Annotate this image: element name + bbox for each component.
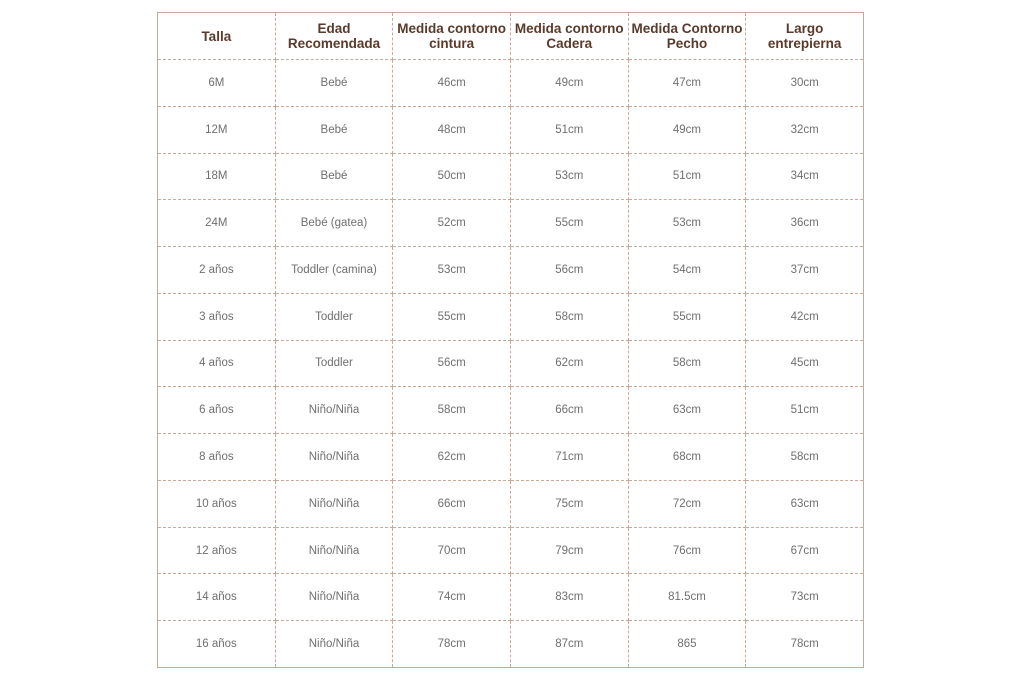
cell-cintura: 52cm bbox=[393, 200, 511, 247]
table-row bbox=[158, 247, 864, 294]
cell-cadera: 49cm bbox=[510, 60, 628, 107]
table-body bbox=[158, 60, 864, 668]
cell-edad: Bebé bbox=[275, 153, 393, 200]
cell-pecho: 865 bbox=[628, 621, 746, 668]
cell-pecho: 63cm bbox=[628, 387, 746, 434]
header-line: Edad bbox=[317, 21, 351, 36]
cell-entrepierna: 32cm bbox=[746, 106, 864, 153]
cell-cadera: 83cm bbox=[510, 574, 628, 621]
table-row bbox=[158, 574, 864, 621]
cell-edad: Niño/Niña bbox=[275, 621, 393, 668]
cell-edad: Niño/Niña bbox=[275, 480, 393, 527]
cell-cintura: 62cm bbox=[393, 434, 511, 481]
cell-talla: 16 años bbox=[158, 621, 276, 668]
cell-cadera: 87cm bbox=[510, 621, 628, 668]
cell-entrepierna: 51cm bbox=[746, 387, 864, 434]
cell-cintura: 58cm bbox=[393, 387, 511, 434]
cell-cintura: 66cm bbox=[393, 480, 511, 527]
table-row bbox=[158, 340, 864, 387]
cell-cadera: 51cm bbox=[510, 106, 628, 153]
cell-cintura: 46cm bbox=[393, 60, 511, 107]
size-chart-table bbox=[157, 12, 864, 668]
cell-entrepierna: 36cm bbox=[746, 200, 864, 247]
cell-entrepierna: 78cm bbox=[790, 638, 819, 651]
cell-talla: 4 años bbox=[158, 340, 276, 387]
cell-cintura: 56cm bbox=[393, 340, 511, 387]
cell-talla: 8 años bbox=[158, 434, 276, 481]
cell-entrepierna: 37cm bbox=[746, 247, 864, 294]
table-row bbox=[158, 106, 864, 153]
header-line: Medida contorno bbox=[514, 21, 624, 36]
header-line: Pecho bbox=[666, 36, 708, 51]
table-row bbox=[158, 60, 864, 107]
header-line: entrepierna bbox=[767, 36, 842, 51]
table-row bbox=[158, 527, 864, 574]
cell-talla: 6M bbox=[158, 60, 276, 107]
cell-entrepierna: 34cm bbox=[746, 153, 864, 200]
cell-talla: 12M bbox=[158, 106, 276, 153]
cell-pecho: 72cm bbox=[628, 480, 746, 527]
cell-edad: Niño/Niña bbox=[275, 387, 393, 434]
header-line: Recomendada bbox=[287, 36, 381, 51]
cell-cintura: 53cm bbox=[393, 247, 511, 294]
cell-cadera: 66cm bbox=[510, 387, 628, 434]
table-row bbox=[158, 434, 864, 481]
cell-cadera: 79cm bbox=[510, 527, 628, 574]
cell-talla: 12 años bbox=[158, 527, 276, 574]
cell-pecho: 53cm bbox=[628, 200, 746, 247]
table-row bbox=[158, 293, 864, 340]
cell-talla: 2 años bbox=[158, 247, 276, 294]
header-cadera bbox=[510, 13, 628, 60]
cell-pecho: 51cm bbox=[628, 153, 746, 200]
cell-entrepierna: 58cm bbox=[746, 434, 864, 481]
cell-cadera: 55cm bbox=[510, 200, 628, 247]
header-pecho bbox=[628, 13, 746, 60]
cell-pecho: 76cm bbox=[628, 527, 746, 574]
cell-talla: 10 años bbox=[158, 480, 276, 527]
cell-talla: 3 años bbox=[158, 293, 276, 340]
cell-talla: 6 años bbox=[158, 387, 276, 434]
cell-pecho: 68cm bbox=[628, 434, 746, 481]
header-row bbox=[158, 13, 864, 60]
cell-edad: Bebé (gatea) bbox=[275, 200, 393, 247]
cell-edad: Bebé bbox=[275, 106, 393, 153]
cell-talla: 24M bbox=[158, 200, 276, 247]
cell-cadera: 56cm bbox=[510, 247, 628, 294]
cell-edad: Toddler (camina) bbox=[275, 247, 393, 294]
header-line: Medida Contorno bbox=[631, 21, 743, 36]
cell-edad: Toddler bbox=[275, 293, 393, 340]
cell-edad: Bebé bbox=[275, 60, 393, 107]
cell-cintura: 48cm bbox=[393, 106, 511, 153]
table-row bbox=[158, 200, 864, 247]
cell-pecho: 58cm bbox=[628, 340, 746, 387]
cell-entrepierna: 42cm bbox=[746, 293, 864, 340]
table-header bbox=[158, 13, 864, 60]
header-entrepierna bbox=[746, 13, 864, 60]
cell-pecho: 49cm bbox=[628, 106, 746, 153]
table-row bbox=[158, 480, 864, 527]
cell-edad: Niño/Niña bbox=[275, 574, 393, 621]
cell-pecho: 47cm bbox=[628, 60, 746, 107]
header-line: Largo bbox=[785, 21, 824, 36]
cell-cadera: 75cm bbox=[510, 480, 628, 527]
cell-cintura: 50cm bbox=[393, 153, 511, 200]
cell-cintura: 78cm bbox=[393, 621, 511, 668]
cell-cadera: 53cm bbox=[510, 153, 628, 200]
cell-entrepierna: 30cm bbox=[746, 60, 864, 107]
header-line: Cadera bbox=[546, 36, 593, 51]
cell-pecho: 54cm bbox=[628, 247, 746, 294]
header-talla bbox=[158, 13, 276, 60]
table-row bbox=[158, 153, 864, 200]
cell-pecho: 55cm bbox=[628, 293, 746, 340]
cell-cadera: 62cm bbox=[510, 340, 628, 387]
cell-talla: 18M bbox=[158, 153, 276, 200]
cell-entrepierna: 73cm bbox=[746, 574, 864, 621]
header-cintura bbox=[393, 13, 511, 60]
cell-cintura: 55cm bbox=[393, 293, 511, 340]
cell-edad: Toddler bbox=[275, 340, 393, 387]
cell-talla: 14 años bbox=[158, 574, 276, 621]
cell-entrepierna: 63cm bbox=[746, 480, 864, 527]
cell-cintura: 70cm bbox=[393, 527, 511, 574]
cell-cadera: 71cm bbox=[510, 434, 628, 481]
header-edad bbox=[275, 13, 393, 60]
cell-edad: Niño/Niña bbox=[275, 527, 393, 574]
cell-edad: Niño/Niña bbox=[275, 434, 393, 481]
cell-cintura: 74cm bbox=[393, 574, 511, 621]
cell-pecho: 81.5cm bbox=[628, 574, 746, 621]
header-line: Medida contorno bbox=[397, 21, 507, 36]
table-row bbox=[158, 387, 864, 434]
table-row bbox=[158, 621, 864, 668]
cell-entrepierna: 67cm bbox=[746, 527, 864, 574]
cell-cadera: 58cm bbox=[510, 293, 628, 340]
header-line: Talla bbox=[201, 28, 232, 44]
cell-entrepierna: 45cm bbox=[746, 340, 864, 387]
header-line: cintura bbox=[429, 36, 475, 51]
